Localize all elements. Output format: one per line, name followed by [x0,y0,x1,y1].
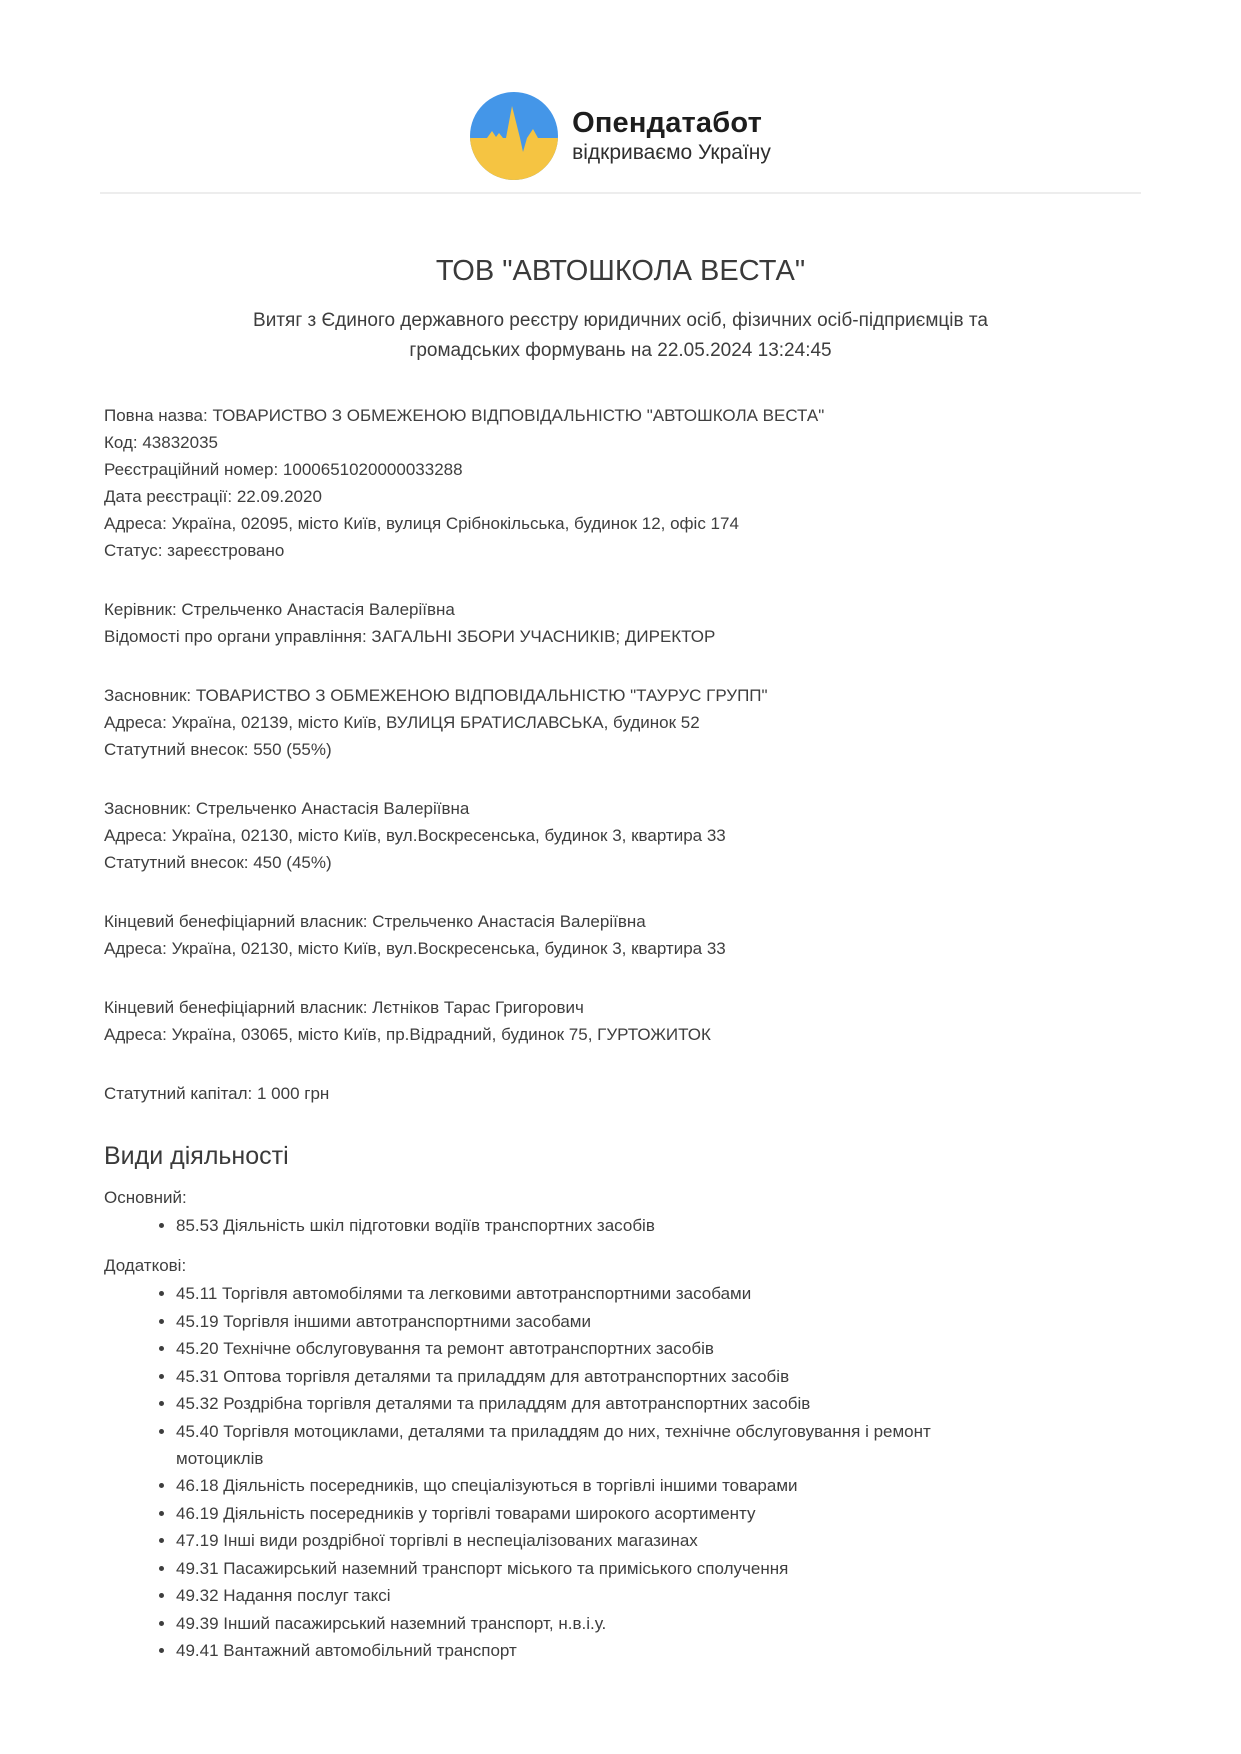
activity-item: • 49.39 Інший пасажирський наземний транспорт, н.в.і.у. [176,1610,984,1637]
secondary-activities-list [104,1280,984,1664]
info-line: Адреса: Україна, 03065, місто Київ, пр.Відрадний, будинок 75, ГУРТОЖИТОК [104,1025,711,1044]
company-info [104,402,1137,1664]
document-content [0,254,1241,1664]
opendatabot-header [0,0,1241,180]
brand-name: Опендатабот [572,107,762,139]
info-line: Адреса: Україна, 02095, місто Київ, вулиця Срібнокільська, будинок 12, офіс 174 [104,514,739,533]
activity-item: • 49.31 Пасажирський наземний транспорт міського та приміського сполучення [176,1555,984,1582]
info-block-beneficiary-2 [104,994,1137,1048]
info-block-management [104,596,1137,650]
company-title: ТОВ "АВТОШКОЛА ВЕСТА" [435,255,806,287]
activity-item: • 45.19 Торгівля іншими автотранспортними засобами [176,1308,984,1335]
brand-tagline: відкриваємо Україну [572,141,771,164]
activity-item: • 46.18 Діяльність посередників, що спеціалізуються в торгівлі іншими товарами [176,1472,984,1499]
info-line: Код: 43832035 [104,433,218,452]
extract-subtitle-line: громадських формувань на 22.05.2024 13:24:45 [409,340,832,361]
info-line: Адреса: Україна, 02130, місто Київ, вул.Воскресенська, будинок 3, квартира 33 [104,826,726,845]
info-block-capital [104,1080,1137,1107]
activity-item: • 45.11 Торгівля автомобілями та легковими автотранспортними засобами [176,1280,984,1307]
opendatabot-logo-icon [470,92,558,180]
info-line: Дата реєстрації: 22.09.2020 [104,487,322,506]
activity-item: • 45.20 Технічне обслуговування та ремонт автотранспортних засобів [176,1335,984,1362]
extract-subtitle-line: Витяг з Єдиного державного реєстру юридичних осіб, фізичних осіб-підприємців та [253,310,988,331]
activity-item: • 45.31 Оптова торгівля деталями та приладдям для автотранспортних засобів [176,1363,984,1390]
info-block-founder-1 [104,682,1137,763]
activity-item: • 46.19 Діяльність посередників у торгівлі товарами широкого асортименту [176,1500,984,1527]
info-line: Адреса: Україна, 02139, місто Київ, ВУЛИЦЯ БРАТИСЛАВСЬКА, будинок 52 [104,713,700,732]
info-line: Статус: зареєстровано [104,541,285,560]
info-line: Адреса: Україна, 02130, місто Київ, вул.Воскресенська, будинок 3, квартира 33 [104,939,726,958]
activity-item: • 45.40 Торгівля мотоциклами, деталями та приладдям до них, технічне обслуговування і ремонт мотоциклів [176,1418,984,1472]
info-line: Кінцевий бенефіціарний власник: Стрельченко Анастасія Валеріївна [104,912,646,931]
primary-activities-list [104,1212,984,1239]
activity-item: • 45.32 Роздрібна торгівля деталями та приладдям для автотранспортних засобів [176,1390,984,1417]
activities-heading: Види діяльності [104,1142,289,1170]
info-line: Засновник: ТОВАРИСТВО З ОБМЕЖЕНОЮ ВІДПОВІДАЛЬНІСТЮ "ТАУРУС ГРУПП" [104,686,768,705]
info-line: Засновник: Стрельченко Анастасія Валеріївна [104,799,470,818]
info-line: Відомості про органи управління: ЗАГАЛЬНІ ЗБОРИ УЧАСНИКІВ; ДИРЕКТОР [104,627,716,646]
activity-item: • 47.19 Інші види роздрібної торгівлі в неспеціалізованих магазинах [176,1527,984,1554]
secondary-activities-label: Додаткові: [104,1256,187,1275]
brand-text-block [572,106,771,166]
info-line: Керівник: Стрельченко Анастасія Валеріївна [104,600,455,619]
primary-activities-label: Основний: [104,1188,187,1207]
extract-subtitle [104,306,1137,366]
info-line: Кінцевий бенефіціарний власник: Лєтніков Тарас Григорович [104,998,584,1017]
activity-item: • 85.53 Діяльність шкіл підготовки водіїв транспортних засобів [176,1212,984,1239]
info-line: Статутний внесок: 450 (45%) [104,853,332,872]
info-block-founder-2 [104,795,1137,876]
info-line: Реєстраційний номер: 1000651020000033288 [104,460,463,479]
info-block-beneficiary-1 [104,908,1137,962]
activity-item: • 49.32 Надання послуг таксі [176,1582,984,1609]
activity-item: • 49.41 Вантажний автомобільний транспорт [176,1637,984,1664]
info-line: Статутний внесок: 550 (55%) [104,740,332,759]
info-line: Статутний капітал: 1 000 грн [104,1084,330,1103]
header-divider [100,192,1141,194]
info-block-general [104,402,1137,564]
info-line: Повна назва: ТОВАРИСТВО З ОБМЕЖЕНОЮ ВІДПОВІДАЛЬНІСТЮ "АВТОШКОЛА ВЕСТА" [104,406,825,425]
